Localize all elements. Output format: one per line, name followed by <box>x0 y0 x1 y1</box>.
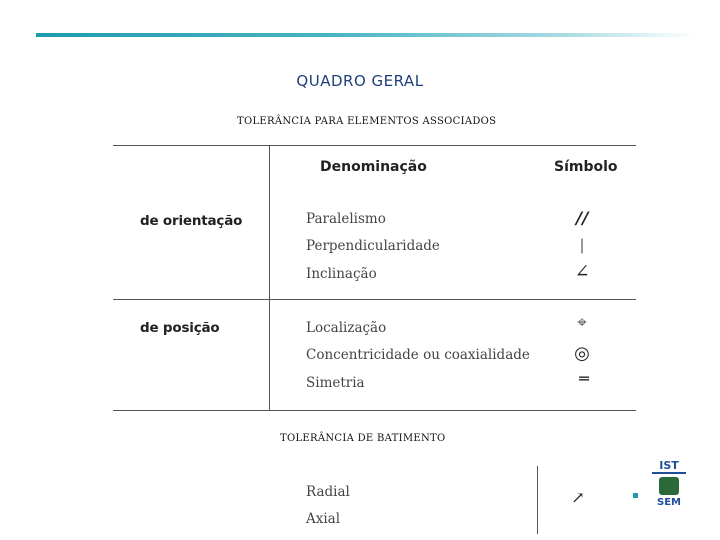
decorative-top-bar <box>36 33 696 37</box>
table-top-border <box>113 145 636 146</box>
item-symmetry: Simetria <box>306 375 365 391</box>
item-location: Localização <box>306 320 387 336</box>
column-header-denomination: Denominação <box>320 159 427 175</box>
parallelism-symbol-icon: // <box>575 209 589 229</box>
item-axial: Axial <box>306 511 341 527</box>
runout-tolerance-heading: TOLERÂNCIA DE BATIMENTO <box>280 433 446 444</box>
symmetry-symbol-icon: ═ <box>579 369 589 388</box>
runout-column-divider <box>537 466 538 534</box>
logo-bottom-text: SEM <box>657 497 681 508</box>
perpendicularity-symbol-icon: | <box>579 236 585 254</box>
item-perpendicularity: Perpendicularidade <box>306 238 440 254</box>
column-header-symbol: Símbolo <box>554 159 618 175</box>
item-radial: Radial <box>306 484 350 500</box>
item-inclination: Inclinação <box>306 266 377 282</box>
bullet-marker <box>633 493 638 498</box>
concentricity-symbol-icon: ◎ <box>574 343 590 364</box>
group-label-position: de posição <box>140 320 220 336</box>
institution-logo <box>652 460 686 512</box>
table-column-divider <box>269 145 270 410</box>
associated-tolerance-heading: TOLERÂNCIA PARA ELEMENTOS ASSOCIADOS <box>237 116 497 127</box>
item-parallelism: Paralelismo <box>306 211 386 227</box>
location-symbol-icon: ⌖ <box>577 313 587 333</box>
item-concentricity: Concentricidade ou coaxialidade <box>306 347 530 363</box>
table-bottom-border <box>113 410 636 411</box>
logo-top-text: IST <box>652 460 686 474</box>
runout-symbol-icon: ↗ <box>571 488 585 507</box>
page-title: QUADRO GERAL <box>296 72 424 90</box>
group-label-orientation: de orientação <box>140 213 243 229</box>
inclination-symbol-icon: ∠ <box>574 261 590 282</box>
table-group-divider <box>113 299 636 300</box>
logo-emblem-icon <box>659 477 679 495</box>
